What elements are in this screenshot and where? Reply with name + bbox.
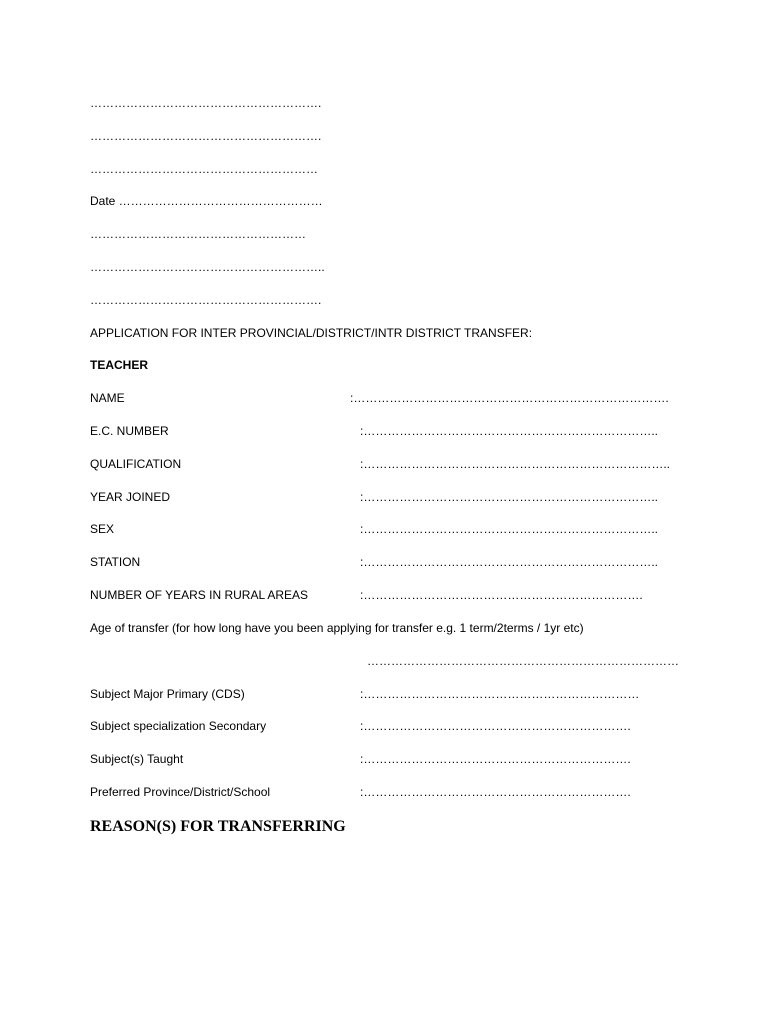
field-value-sex: :……………………………………………………………….. [360,522,659,536]
date-line: Date …………………………………………… [90,194,323,208]
application-title: APPLICATION FOR INTER PROVINCIAL/DISTRICT/INTR DISTRICT TRANSFER: [90,326,533,340]
field-value-name: :……………………………………………………………………. [350,391,669,405]
field-label-station: STATION [90,555,141,569]
age-of-transfer-value: …………………………………………………………………… [367,654,679,668]
field-label-year-joined: YEAR JOINED [90,490,171,504]
field-label-qualification: QUALIFICATION [90,457,182,471]
recipient-line-1: ……………………………………………… [90,227,306,241]
field-label-years-rural: NUMBER OF YEARS IN RURAL AREAS [90,588,309,602]
address-line-3: ………………………………………………… [90,162,318,176]
address-line-1: …………………………………………………. [90,96,322,110]
field-label-sex: SEX [90,522,115,536]
field-value-subject-specialization: :…………………………………………………………. [360,719,631,733]
field-value-subjects-taught: :…………………………………………………………. [360,752,631,766]
age-of-transfer-label: Age of transfer (for how long have you been applying for transfer e.g. 1 term/2terms / 1yr etc) [90,621,584,635]
address-line-2: …………………………………………………. [90,129,322,143]
field-label-subjects-taught: Subject(s) Taught [90,752,184,766]
field-label-ec-number: E.C. NUMBER [90,424,169,438]
field-value-station: :……………………………………………………………….. [360,555,659,569]
reasons-heading: REASON(S) FOR TRANSFERRING [90,818,346,835]
field-value-preferred-location: :…………………………………………………………. [360,785,631,799]
field-label-subject-major: Subject Major Primary (CDS) [90,687,245,701]
section-label-teacher: TEACHER [90,358,149,372]
field-value-years-rural: :……………………………………………………………. [360,588,643,602]
field-value-year-joined: :……………………………………………………………….. [360,490,659,504]
field-value-subject-major: :…………………………………………………………… [360,687,640,701]
recipient-line-3: …………………………………………………. [90,293,322,307]
field-value-qualification: :………………………………………………………………….. [360,457,671,471]
field-label-subject-specialization: Subject specialization Secondary [90,719,267,733]
field-value-ec-number: :……………………………………………………………….. [360,424,659,438]
field-label-preferred-location: Preferred Province/District/School [90,785,271,799]
recipient-line-2: ………………………………………………….. [90,260,325,274]
field-label-name: NAME [90,391,125,405]
